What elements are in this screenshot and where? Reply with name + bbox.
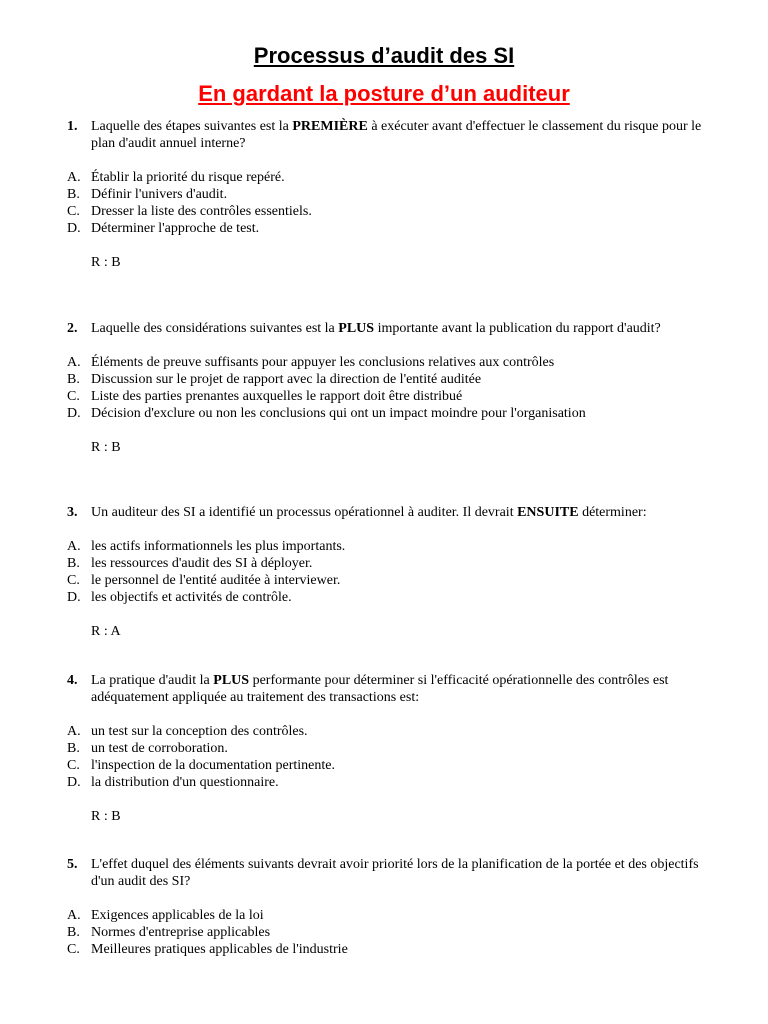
option-letter: D. (67, 775, 81, 790)
question-text-part: La pratique d'audit la (91, 673, 214, 688)
option-item (0, 186, 768, 203)
question-text-part: Laquelle des considérations suivantes est la (91, 321, 339, 336)
question-block (0, 118, 768, 271)
option-letter: C. (67, 389, 80, 404)
question-text-part: importante avant la publication du rapport d'audit? (374, 321, 661, 336)
option-text: Déterminer l'approche de test. (91, 221, 260, 236)
option-text: les actifs informationnels les plus importants. (91, 539, 346, 554)
question-block (0, 504, 768, 640)
option-letter: A. (67, 170, 81, 185)
option-text: Discussion sur le projet de rapport avec la direction de l'entité auditée (91, 372, 482, 387)
option-item (0, 907, 768, 924)
option-text: Meilleures pratiques applicables de l'industrie (91, 942, 348, 957)
option-letter: C. (67, 204, 80, 219)
question-emphasis: PLUS (213, 673, 250, 688)
options-list (0, 354, 768, 422)
option-text: l'inspection de la documentation pertinente. (91, 758, 335, 773)
answer-label: R : B (91, 440, 121, 455)
option-text: les objectifs et activités de contrôle. (91, 590, 292, 605)
option-item (0, 203, 768, 220)
option-item (0, 589, 768, 606)
options-list (0, 907, 768, 958)
question-text-part: performante pour déterminer si l'efficacité opérationnelle des contrôles est adéquatement appliquée au traitement des transactions est: (91, 673, 669, 705)
answer-label: R : A (91, 624, 121, 639)
option-letter: B. (67, 925, 80, 940)
question-number: 5. (67, 857, 78, 872)
option-text: Éléments de preuve suffisants pour appuyer les conclusions relatives aux contrôles (91, 355, 555, 370)
option-letter: A. (67, 724, 81, 739)
option-text: le personnel de l'entité auditée à interviewer. (91, 573, 341, 588)
option-item (0, 371, 768, 388)
option-text: un test de corroboration. (91, 741, 228, 756)
option-letter: A. (67, 355, 81, 370)
option-text: Établir la priorité du risque repéré. (91, 170, 285, 185)
option-item (0, 354, 768, 371)
option-item (0, 169, 768, 186)
question-header (0, 672, 768, 706)
option-letter: C. (67, 573, 80, 588)
option-text: Normes d'entreprise applicables (91, 925, 271, 940)
option-item (0, 220, 768, 237)
options-list (0, 169, 768, 237)
option-item (0, 740, 768, 757)
document-title: Processus d’audit des SI (253, 43, 515, 68)
question-text-part: L'effet duquel des éléments suivants devrait avoir priorité lors de la planification de la portée et des objectifs d'un audit des SI? (91, 857, 699, 889)
option-text: un test sur la conception des contrôles. (91, 724, 308, 739)
question-emphasis: ENSUITE (517, 505, 579, 520)
option-text: Liste des parties prenantes auxquelles le rapport doit être distribué (91, 389, 463, 404)
option-letter: C. (67, 758, 80, 773)
question-header (0, 320, 768, 337)
question-text-part: Un auditeur des SI a identifié un processus opérationnel à auditer. Il devrait (91, 505, 518, 520)
question-header (0, 118, 768, 152)
option-item (0, 941, 768, 958)
option-text: les ressources d'audit des SI à déployer. (91, 556, 313, 571)
option-letter: A. (67, 908, 81, 923)
question-text-part: à exécuter avant d'effectuer le classement du risque pour le plan d'audit annuel interne? (91, 119, 702, 151)
question-text (91, 856, 723, 890)
option-item (0, 723, 768, 740)
question-number: 3. (67, 505, 78, 520)
question-text (91, 672, 723, 706)
option-text: Décision d'exclure ou non les conclusions qui ont un impact moindre pour l'organisation (91, 406, 586, 421)
question-header (0, 504, 768, 521)
answer-label: R : B (91, 255, 121, 270)
option-letter: D. (67, 221, 81, 236)
question-header (0, 856, 768, 890)
question-block (0, 856, 768, 958)
option-letter: D. (67, 590, 81, 605)
question-text (91, 504, 723, 521)
options-list (0, 723, 768, 791)
option-item (0, 388, 768, 405)
option-letter: A. (67, 539, 81, 554)
question-block (0, 320, 768, 456)
question-text-part: Laquelle des étapes suivantes est la (91, 119, 293, 134)
option-item (0, 538, 768, 555)
option-letter: D. (67, 406, 81, 421)
question-number: 1. (67, 119, 78, 134)
document-subtitle: En gardant la posture d’un auditeur (198, 81, 570, 106)
options-list (0, 538, 768, 606)
option-item (0, 924, 768, 941)
option-text: Exigences applicables de la loi (91, 908, 264, 923)
question-text (91, 320, 723, 337)
option-text: la distribution d'un questionnaire. (91, 775, 279, 790)
option-letter: B. (67, 187, 80, 202)
option-item (0, 774, 768, 791)
question-emphasis: PLUS (338, 321, 375, 336)
option-letter: B. (67, 372, 80, 387)
question-block (0, 672, 768, 825)
option-letter: B. (67, 741, 80, 756)
option-text: Définir l'univers d'audit. (91, 187, 228, 202)
answer-label: R : B (91, 809, 121, 824)
option-item (0, 555, 768, 572)
option-letter: C. (67, 942, 80, 957)
option-item (0, 405, 768, 422)
question-text-part: déterminer: (578, 505, 647, 520)
question-text (91, 118, 723, 152)
question-emphasis: PREMIÈRE (292, 119, 368, 134)
question-number: 4. (67, 673, 78, 688)
option-item (0, 572, 768, 589)
question-number: 2. (67, 321, 78, 336)
option-text: Dresser la liste des contrôles essentiels. (91, 204, 312, 219)
option-letter: B. (67, 556, 80, 571)
option-item (0, 757, 768, 774)
